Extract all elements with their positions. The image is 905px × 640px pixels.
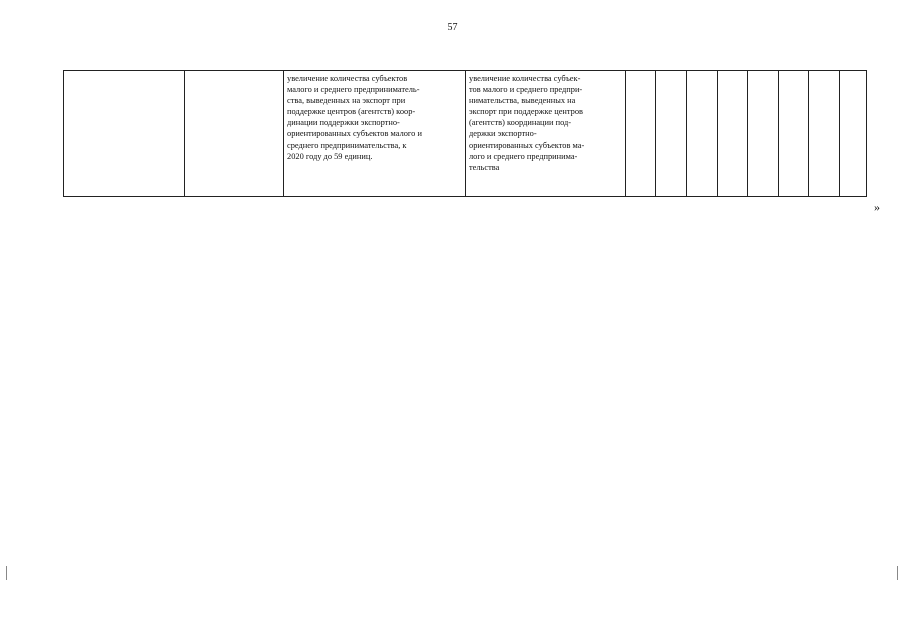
- table-cell: [64, 71, 185, 197]
- table-cell: [656, 71, 687, 197]
- scan-edge-mark: [6, 566, 7, 580]
- table-cell: [626, 71, 656, 197]
- table-cell: [779, 71, 809, 197]
- table-cell: [687, 71, 718, 197]
- table-row: [64, 71, 867, 197]
- table-cell: [840, 71, 867, 197]
- table-cell: [809, 71, 840, 197]
- table-cell: [466, 71, 626, 197]
- indicator-name-cell: увеличение количества субъек- тов малого и среднего предпри- нимательства, выведенных на экспорт при поддержке центров (агентств) координации под- держки экспортно- ориентированных субъектов ма- лого и среднего предпринима- тельства: [469, 74, 585, 172]
- scan-edge-mark: [897, 566, 898, 580]
- table-cell: [718, 71, 748, 197]
- closing-quote: »: [874, 200, 880, 214]
- target-description-cell: увеличение количества субъектов малого и среднего предприниматель- ства, выведенных на экспорт при поддержке центров (агентств) коор- динации поддержки экспортно- ориентированных субъектов малого и среднего предпринимательства, к 2020 году до 59 единиц.: [287, 74, 422, 161]
- page-number: 57: [447, 22, 458, 33]
- table-cell: [748, 71, 779, 197]
- table-cell: [284, 71, 466, 197]
- table-cell: [185, 71, 284, 197]
- document-table: [63, 70, 867, 197]
